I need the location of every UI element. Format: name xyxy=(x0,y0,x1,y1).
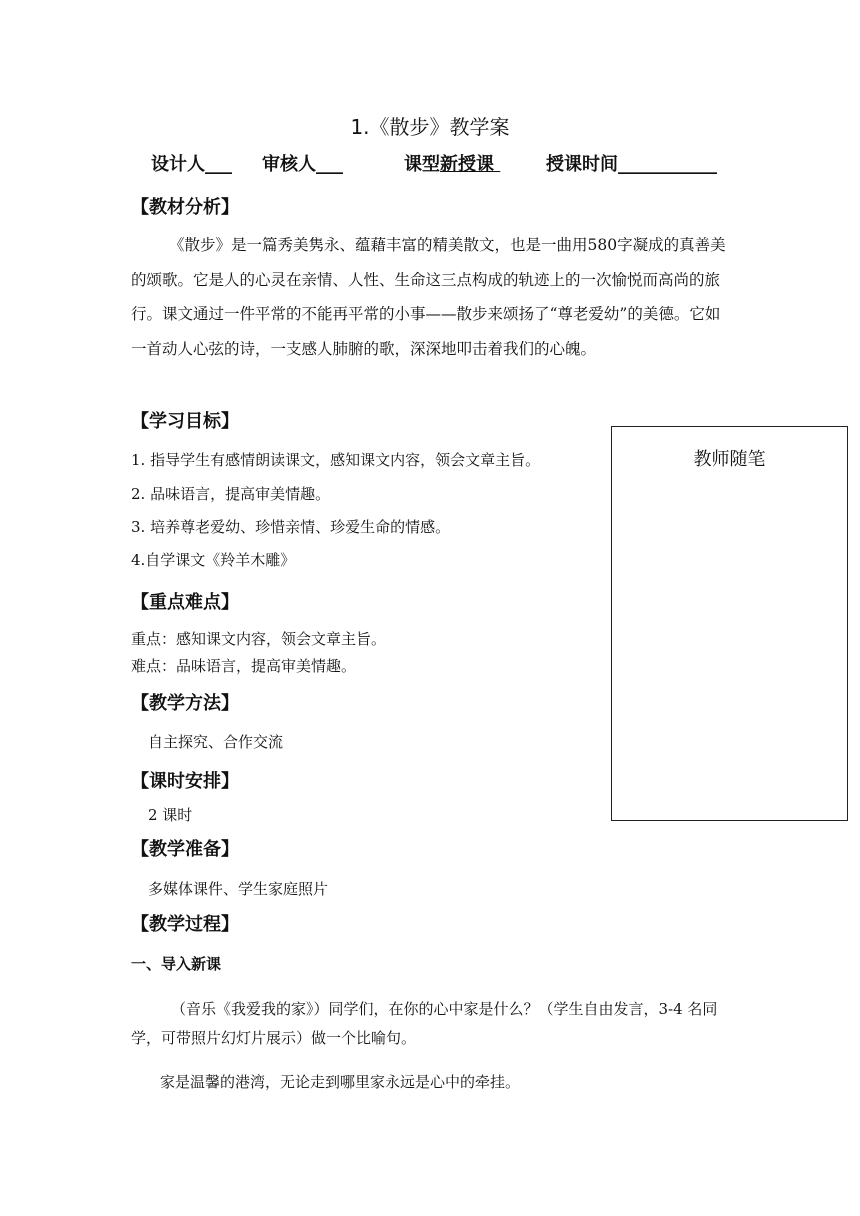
section-keypoints-heading: 【重点难点】 xyxy=(131,592,239,613)
reviewer-field: 审核人___ xyxy=(262,154,343,175)
section-process-heading: 【教学过程】 xyxy=(131,914,239,935)
analysis-paragraph xyxy=(131,228,735,366)
designer-field: 设计人___ xyxy=(151,154,232,175)
section-schedule-heading: 【课时安排】 xyxy=(131,771,239,792)
section-goals-heading: 【学习目标】 xyxy=(131,411,239,432)
section-prep-heading: 【教学准备】 xyxy=(131,839,239,860)
lesson-time-field xyxy=(546,150,717,176)
analysis-text: 《散步》是一篇秀美隽永、蕴藉丰富的精美散文，也是一曲用580字凝成的真善美的颂歌。它是人的心灵在亲情、人性、生命这三点构成的轨迹上的一次愉悦而高尚的旅行。课文通过一件平常的不能再平常的小事——散步来颂扬了“尊老爱幼”的美德。它如一首动人心弦的诗，一支感人肺腑的歌，深深地叩击着我们的心魄。 xyxy=(131,236,726,358)
page-title: 1.《散步》教学案 xyxy=(350,115,510,139)
key-point-focus: 重点：感知课文内容，领会文章主旨。 xyxy=(131,630,387,648)
process-step1-paragraph xyxy=(131,995,735,1053)
lesson-type-field xyxy=(404,150,500,176)
goal-item: 3. 培养尊老爱幼、珍惜亲情、珍爱生命的情感。 xyxy=(131,518,451,536)
lesson-type-value: 新授课 xyxy=(440,154,494,175)
key-point-difficulty: 难点：品味语言，提高审美情趣。 xyxy=(131,657,357,675)
section-methods-heading: 【教学方法】 xyxy=(131,693,239,714)
teacher-notes-box xyxy=(611,426,848,821)
process-step1-text: （音乐《我爱我的家》）同学们，在你的心中家是什么？（学生自由发言，3-4 名同学，可带照片幻灯片展示）做一个比喻句。 xyxy=(131,1000,718,1047)
lesson-time-label: 授课时间 xyxy=(546,154,618,175)
goal-item: 4.自学课文《羚羊木雕》 xyxy=(131,551,296,569)
process-step1-heading: 一、导入新课 xyxy=(131,955,222,973)
goal-item: 1. 指导学生有感情朗读课文，感知课文内容，领会文章主旨。 xyxy=(131,451,541,469)
schedule-text: 2 课时 xyxy=(148,806,193,824)
lesson-type-label: 课型 xyxy=(404,154,440,175)
methods-text: 自主探究、合作交流 xyxy=(148,733,284,751)
prep-text: 多媒体课件、学生家庭照片 xyxy=(148,880,329,898)
teacher-notes-title: 教师随笔 xyxy=(693,449,766,470)
lesson-time-blank: ___________ xyxy=(618,154,717,175)
section-analysis-heading: 【教材分析】 xyxy=(131,197,239,218)
process-step1-example: 家是温馨的港湾，无论走到哪里家永远是心中的牵挂。 xyxy=(160,1073,521,1091)
goal-item: 2. 品味语言，提高审美情趣。 xyxy=(131,485,331,503)
